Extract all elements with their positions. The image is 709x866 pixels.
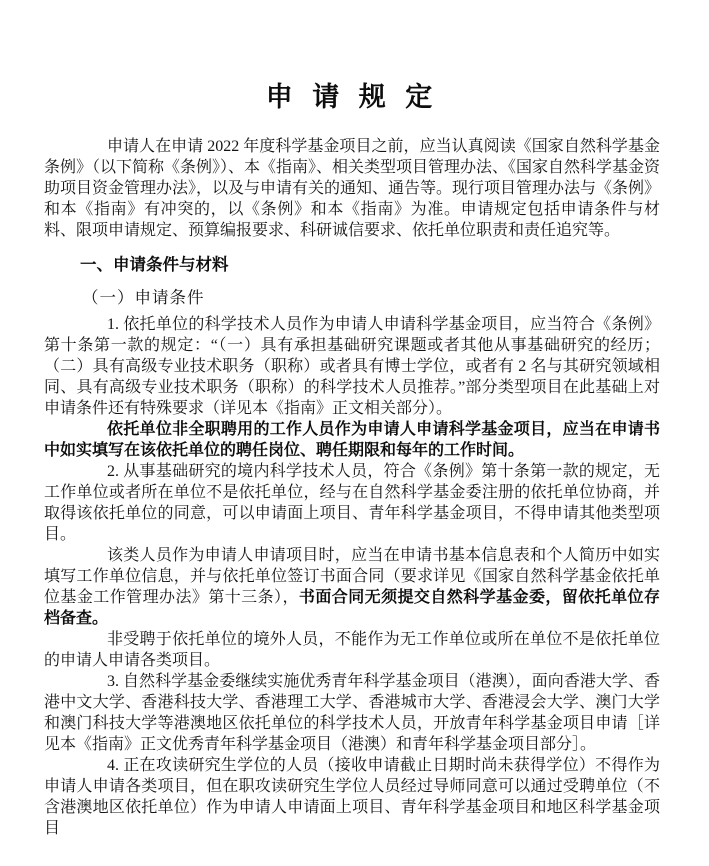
page-title: 申 请 规 定 (265, 82, 439, 112)
item-paragraph-2: 2. 从事基础研究的境内科学技术人员，符合《条例》第十条第一款的规定，无工作单位或者所在单位不是依托单位，经与在自然科学基金委注册的依托单位协商，并取得该依托单位的同意，可以申请面上项目、青年科学基金项目，不得申请其他类型项目。 (44, 463, 660, 543)
contract-paragraph (44, 545, 660, 629)
part-time-note-paragraph: 依托单位非全职聘用的工作人员作为申请人申请科学基金项目，应当在申请书中如实填写在该依托单位的聘任岗位、聘任期限和每年的工作时间。 (44, 421, 660, 459)
contract-paragraph-bold-run: 书面合同无须提交自然科学基金委，留依托单位存档备查。 (44, 589, 660, 627)
item-paragraph-4: 4. 正在攻读研究生学位的人员（接收申请截止日期时尚未获得学位）不得作为申请人申请各类项目，但在职攻读研究生学位人员经过导师同意可以通过受聘单位（不含港澳地区依托单位）作为申请人申请面上项目、青年科学基金项目和地区科学基金项目 (44, 757, 660, 837)
overseas-paragraph: 非受聘于依托单位的境外人员，不能作为无工作单位或所在单位不是依托单位的申请人申请各类项目。 (44, 631, 660, 669)
item-paragraph-1: 1. 依托单位的科学技术人员作为申请人申请科学基金项目，应当符合《条例》第十条第一款的规定：“（一）具有承担基础研究课题或者其他从事基础研究的经历；（二）具有高级专业技术职务（职称）或者具有博士学位，或者有 2 名与其研究领域相同、具有高级专业技术职务（职称）的科学技术人员推荐。”部分类型项目在此基础上对申请条件还有特殊要求（详见本《指南》正文相关部分）。 (44, 316, 660, 417)
intro-paragraph: 申请人在申请 2022 年度科学基金项目之前，应当认真阅读《国家自然科学基金条例》（以下简称《条例》）、本《指南》、相关类型项目管理办法、《国家自然科学基金资助项目资金管理办法》，以及与申请有关的通知、通告等。现行项目管理办法与《条例》和本《指南》有冲突的，以《条例》和本《指南》为准。申请规定包括申请条件与材料、限项申请规定、预算编报要求、科研诚信要求、依托单位职责和责任追究等。 (44, 138, 661, 239)
subsection-heading: （一）申请条件 (82, 288, 205, 307)
item-paragraph-3: 3. 自然科学基金委继续实施优秀青年科学基金项目（港澳），面向香港大学、香港中文大学、香港科技大学、香港理工大学、香港城市大学、香港浸会大学、澳门大学和澳门科技大学等港澳地区依托单位的科学技术人员，开放青年科学基金项目申请［详见本《指南》正文优秀青年科学基金项目（港澳）和青年科学基金项目部分］。 (44, 673, 660, 753)
section-heading: 一、申请条件与材料 (80, 256, 229, 274)
contract-paragraph-normal-run: 该类人员作为申请人申请项目时，应当在申请书基本信息表和个人简历中如实填写工作单位信息，并与依托单位签订书面合同（要求详见《国家自然科学基金依托单位基金工作管理办法》第十三条）， (44, 547, 660, 606)
